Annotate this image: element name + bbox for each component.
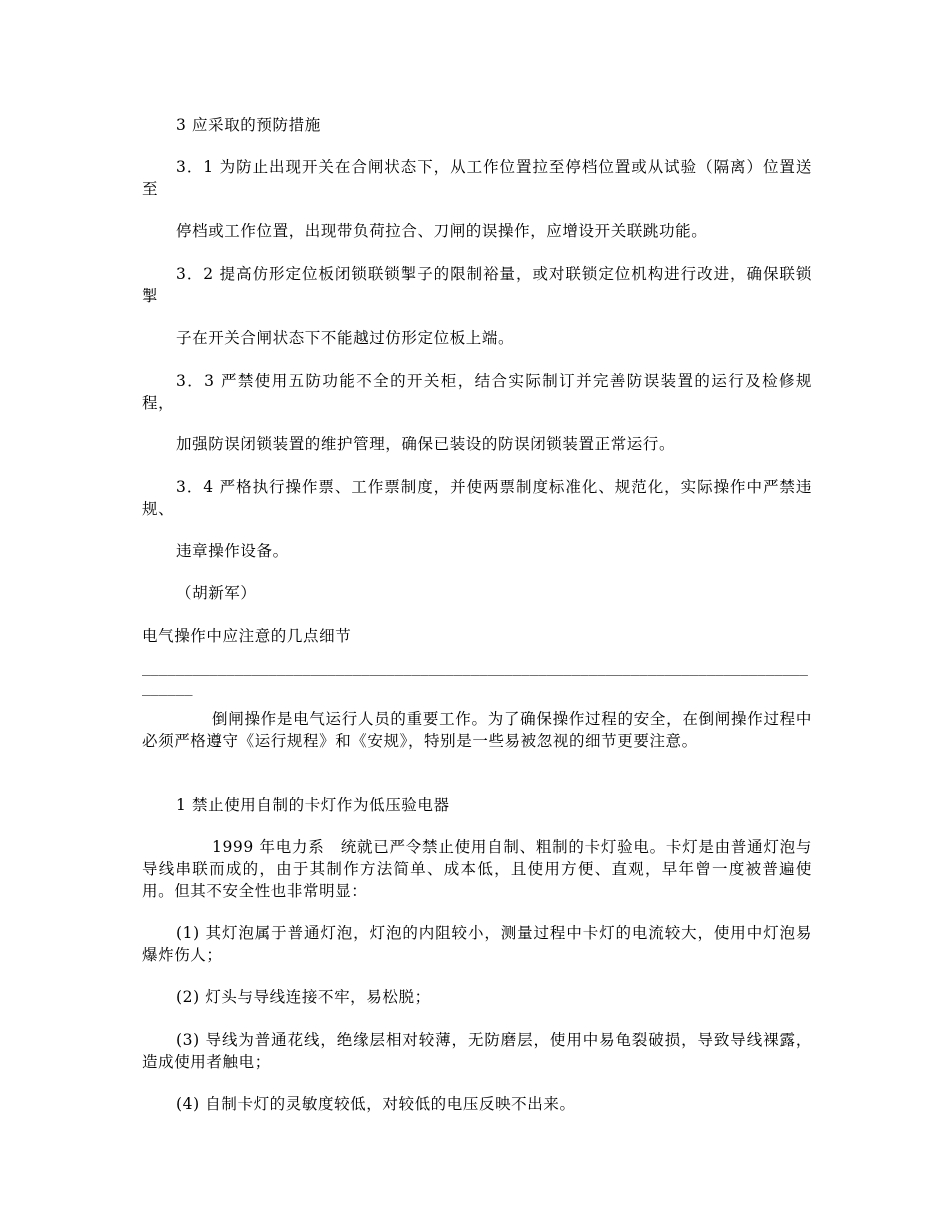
item-3-1-line1: 3．1 为防止出现开关在合闸状态下，从工作位置拉至停档位置或从试验（隔离）位置送至 xyxy=(142,158,812,198)
point-1: (1) 其灯泡属于普通灯泡，灯泡的内阻较小，测量过程中卡灯的电流较大，使用中灯泡易爆炸伤人； xyxy=(142,924,812,964)
item-3-3-line2: 加强防误闭锁装置的维护管理，确保已装设的防误闭锁装置正常运行。 xyxy=(176,435,676,453)
author-credit: （胡新军） xyxy=(176,584,257,602)
item-3-1-line2: 停档或工作位置，出现带负荷拉合、刀闸的误操作，应增设开关联跳功能。 xyxy=(176,222,708,240)
section-1-body: 1999 年电力系 统就已严令禁止使用自制、粗制的卡灯验电。卡灯是由普通灯泡与导线串联而成的，由于其制作方法简单、成本低，且使用方便、直观，早年曾一度被普遍使用。但其不安全性也非常明显： xyxy=(142,838,812,900)
item-3-2-line1: 3．2 提高仿形定位板闭锁联锁掣子的限制裕量，或对联锁定位机构进行改进，确保联锁掣 xyxy=(142,265,812,305)
point-3: (3) 导线为普通花线，绝缘层相对较薄，无防磨层，使用中易龟裂破损，导致导线裸露，造成使用者触电； xyxy=(142,1031,812,1071)
item-3-2-line2: 子在开关合闸状态下不能越过仿形定位板上端。 xyxy=(176,329,515,347)
point-2: (2) 灯头与导线连接不牢，易松脱； xyxy=(176,988,431,1006)
section-3-heading: 3 应采取的预防措施 xyxy=(176,116,321,134)
section-1-heading: 1 禁止使用自制的卡灯作为低压验电器 xyxy=(176,796,450,814)
point-4: (4) 自制卡灯的灵敏度较低，对较低的电压反映不出来。 xyxy=(176,1095,576,1113)
item-3-3-line1: 3．3 严禁使用五防功能不全的开关柜，结合实际制订并完善防误装置的运行及检修规程， xyxy=(142,372,812,412)
separator-line: _____________________________________________________________________________________ xyxy=(142,660,808,696)
article-title: 电气操作中应注意的几点细节 xyxy=(142,627,352,645)
intro-paragraph: 倒闸操作是电气运行人员的重要工作。为了确保操作过程的安全，在倒闸操作过程中必须严格遵守《运行规程》和《安规》，特别是一些易被忽视的细节更要注意。 xyxy=(142,710,812,750)
item-3-4-line1: 3．4 严格执行操作票、工作票制度，并使两票制度标准化、规范化，实际操作中严禁违规、 xyxy=(142,478,812,518)
item-3-4-line2: 违章操作设备。 xyxy=(176,542,289,560)
